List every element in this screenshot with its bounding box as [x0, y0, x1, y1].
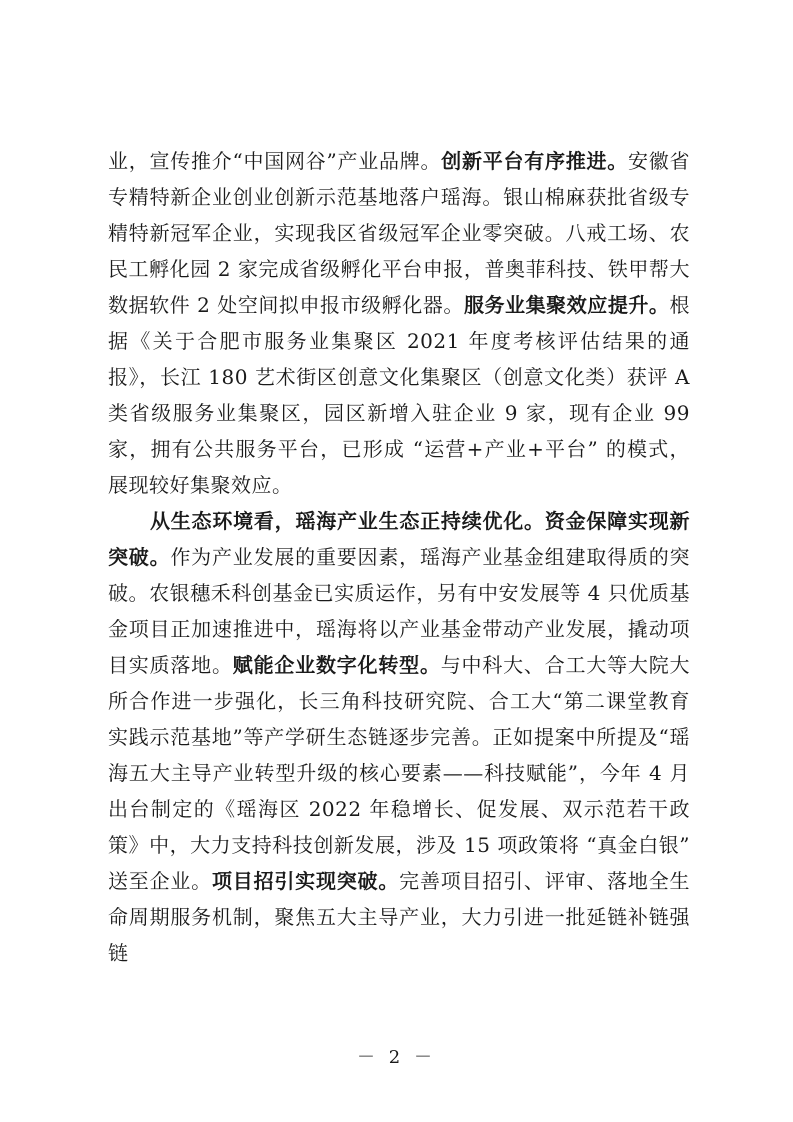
text-run: 业，宣传推介“中国网谷”产业品牌。	[108, 149, 442, 173]
paragraph-2	[108, 503, 690, 971]
paragraph-1	[108, 143, 690, 503]
document-body	[108, 143, 690, 971]
page-number: － 2 －	[357, 1047, 436, 1068]
text-run: 与中科大、合工大等大院大所合作进一步强化，长三角科技研究院、合工大“第二课堂教育实践示范基地”等产学研生态链逐步完善。正如提案中所提及“瑶海五大主导产业转型升级的核心要素——科技赋能”，今年 4 月出台制定的《瑶海区 2022 年稳增长、促发展、双示范若干政策》中，大力支持科技创新发展，涉及 15 项政策将 “真金白银” 送至企业。	[108, 653, 691, 893]
bold-heading-innovation-platform: 创新平台有序推进。	[441, 149, 628, 173]
text-run: 根据《关于合肥市服务业集聚区 2021 年度考核评估结果的通报》，长江 180 艺术街区创意文化集聚区（创意文化类）获评 A 类省级服务业集聚区，园区新增入驻企业 9 家，现有企业 99 家，拥有公共服务平台，已形成 “运营+产业+平台” 的模式，展现较好集聚效应。	[108, 293, 690, 497]
text-run: 完善项目招引、评审、落地全生命周期服务机制，聚焦五大主导产业，大力引进一批延链补链强链	[108, 869, 691, 965]
text-run: 作为产业发展的重要因素，瑶海产业基金组建取得质的突破。农银穗禾科创基金已实质运作，另有中安发展等 4 只优质基金项目正加速推进中，瑶海将以产业基金带动产业发展，撬动项目实质落地。	[108, 545, 691, 677]
bold-heading-ecology: 从生态环境看，瑶海产业生态正持续优化。资金保障实现新突破。	[108, 509, 690, 569]
text-run: 安徽省专精特新企业创业创新示范基地落户瑶海。银山棉麻获批省级专精特新冠军企业，实现我区省级冠军企业零突破。八戒工场、农民工孵化园 2 家完成省级孵化平台申报，普奥菲科技、铁甲帮大数据软件 2 处空间拟申报市级孵化器。	[108, 149, 691, 317]
bold-heading-project-attraction: 项目招引实现突破。	[211, 869, 400, 893]
bold-heading-service-cluster: 服务业集聚效应提升。	[463, 293, 670, 317]
bold-heading-digital-transformation: 赋能企业数字化转型。	[232, 653, 441, 677]
